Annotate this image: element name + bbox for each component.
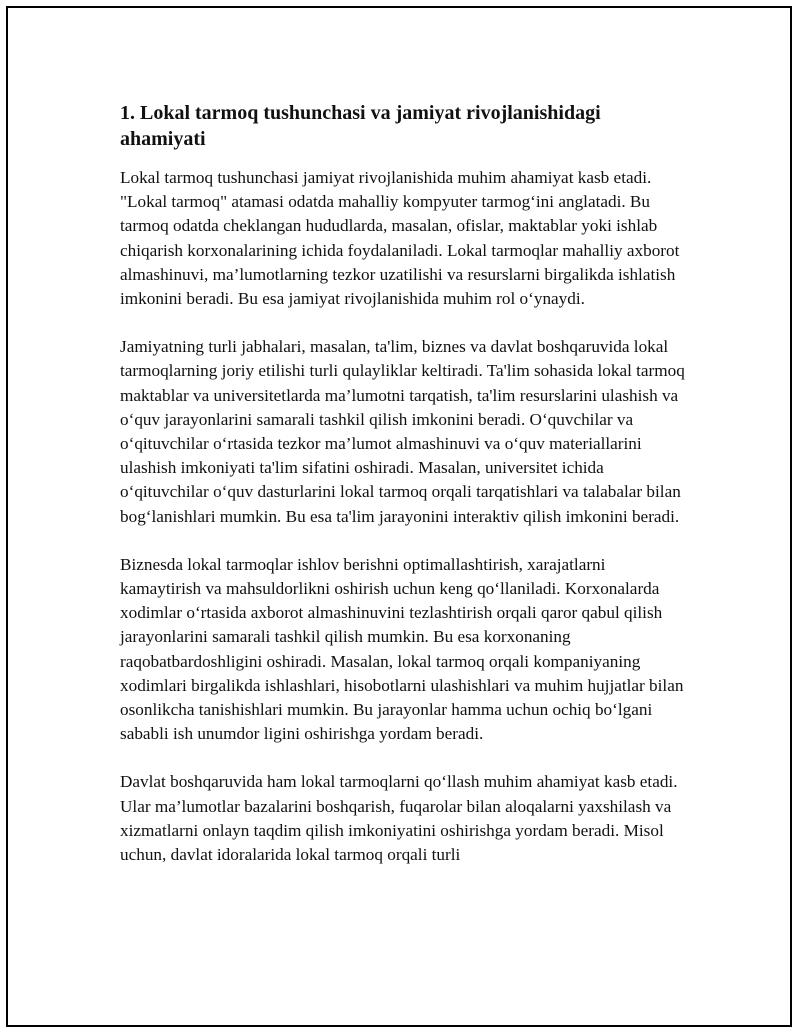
- section-heading: 1. Lokal tarmoq tushunchasi va jamiyat rivojlanishidagi ahamiyati: [120, 102, 601, 150]
- paragraph-4: Davlat boshqaruvida ham lokal tarmoqlarni qo‘llash muhim ahamiyat kasb etadi. Ular ma’lumotlar bazalarini boshqarish, fuqarolar bilan aloqalarni yaxshilash va xizmatlarni onlayn taqdim qilish imkoniyatini oshirishga yordam beradi. Misol uchun, davlat idoralarida lokal tarmoq orqali turli: [120, 772, 678, 865]
- document-page: [6, 6, 792, 1027]
- paragraph-1: Lokal tarmoq tushunchasi jamiyat rivojlanishida muhim ahamiyat kasb etadi. "Lokal tarmoq" atamasi odatda mahalliy kompyuter tarmog‘ini anglatadi. Bu tarmoq odatda cheklangan hududlarda, masalan, ofislar, maktablar yoki ishlab chiqarish korxonalarining ichida foydalaniladi. Lokal tarmoqlar mahalliy axborot almashinuvi, ma’lumotlarning tezkor uzatilishi va resurslarni birgalikda ishlatish imkonini beradi. Bu esa jamiyat rivojlanishida muhim rol o‘ynaydi.: [120, 168, 680, 309]
- paragraph-3: Biznesda lokal tarmoqlar ishlov berishni optimallashtirish, xarajatlarni kamaytirish va mahsuldorlikni oshirish uchun keng qo‘llaniladi. Korxonalarda xodimlar o‘rtasida axborot almashinuvini tezlashtirish orqali qaror qabul qilish jarayonlarini samarali tashkil qilish mumkin. Bu esa korxonaning raqobatbardoshligini oshiradi. Masalan, lokal tarmoq orqali kompaniyaning xodimlari birgalikda ishlashlari, hisobotlarni ulashishlari va muhim hujjatlar bilan osonlikcha tanishishlari mumkin. Bu jarayonlar hamma uchun ochiq bo‘lgani sababli ish unumdor ligini oshirishga yordam beradi.: [120, 554, 684, 744]
- paragraph-2: Jamiyatning turli jabhalari, masalan, ta'lim, biznes va davlat boshqaruvida lokal tarmoqlarning joriy etilishi turli qulayliklar keltiradi. Ta'lim sohasida lokal tarmoq maktablar va universitetlarda ma’lumotni tarqatish, ta'lim resurslarini ulashish va o‘quv jarayonlarini samarali tashkil qilish imkonini beradi. O‘quvchilar va o‘qituvchilar o‘rtasida tezkor ma’lumot almashinuvi va o‘quv materiallarini ulashish imkoniyati ta'lim sifatini oshiradi. Masalan, universitet ichida o‘qituvchilar o‘quv dasturlarini lokal tarmoq orqali tarqatishlari va talabalar bilan bog‘lanishlari mumkin. Bu esa ta'lim jarayonini interaktiv qilish imkonini beradi.: [120, 337, 685, 526]
- document-content: [120, 100, 690, 891]
